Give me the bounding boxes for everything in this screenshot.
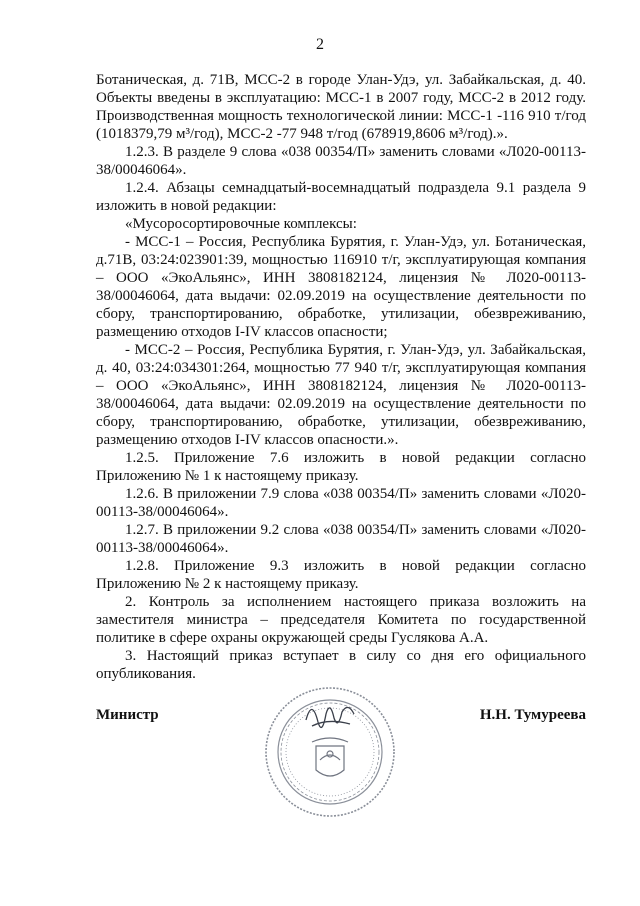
signatory-name: Н.Н. Тумуреева: [479, 707, 586, 723]
signatory-title: Министр: [96, 707, 159, 723]
page-number: 2: [316, 36, 324, 53]
paragraph-2-control: 2. Контроль за исполнением настоящего приказа возложить на заместителя министра – председателя Комитета по государственной политике в сфере охраны окружающей среды Гуслякова А.А.: [96, 594, 586, 646]
paragraph-1-2-7: 1.2.7. В приложении 9.2 слова «038 00354/П» заменить словами «Л020-00113-38/00046064».: [96, 522, 586, 556]
paragraph-mss-1: - МСС-1 – Россия, Республика Бурятия, г. Улан-Удэ, ул. Ботаническая, д.71В, 03:24:023901:39, мощностью 116910 т/г, эксплуатирующая компания – ООО «ЭкоАльянс», ИНН 3808182124, лицензия № Л020-00113-38/00046064, дата выдачи: 02.09.2019 на осуществление деятельности по сбору, транспортированию, обработке, утилизации, обезвреживанию, размещению отходов I-IV классов опасности;: [96, 234, 586, 340]
paragraph-continuation: Ботаническая, д. 71В, МСС-2 в городе Улан-Удэ, ул. Забайкальская, д. 40. Объекты введены в эксплуатацию: МСС-1 в 2007 году, МСС-2 в 2012 году. Производственная мощность технологической линии: МСС-1 -116 910 т/год (1018379,79 м³/год), МСС-2 -77 948 т/год (678919,8606 м³/год).».: [96, 72, 586, 142]
coat-of-arms-icon: [312, 738, 348, 776]
document-body: [96, 71, 586, 683]
paragraph-mss-2: - МСС-2 – Россия, Республика Бурятия, г. Улан-Удэ, ул. Забайкальская, д. 40, 03:24:034301:264, мощностью 77 940 т/г, эксплуатирующая компания – ООО «ЭкоАльянс», ИНН 3808182124, лицензия № Л020-00113-38/00046064, дата выдачи: 02.09.2019 на осуществление деятельности по сбору, транспортированию, обработке, утилизации, обезвреживанию, размещению отходов I-IV классов опасности.».: [96, 342, 586, 448]
official-seal-stamp: [262, 684, 398, 820]
paragraph-1-2-3: 1.2.3. В разделе 9 слова «038 00354/П» заменить словами «Л020-00113-38/00046064».: [96, 144, 586, 178]
paragraph-complexes-heading: «Мусоросортировочные комплексы:: [125, 216, 357, 232]
paragraph-3-effective: 3. Настоящий приказ вступает в силу со дня его официального опубликования.: [96, 648, 586, 682]
paragraph-1-2-4: 1.2.4. Абзацы семнадцатый-восемнадцатый подраздела 9.1 раздела 9 изложить в новой редакции:: [96, 180, 586, 214]
paragraph-1-2-6: 1.2.6. В приложении 7.9 слова «038 00354/П» заменить словами «Л020-00113-38/00046064».: [96, 486, 586, 520]
signature-block: [96, 707, 586, 727]
paragraph-1-2-8: 1.2.8. Приложение 9.3 изложить в новой редакции согласно Приложению № 2 к настоящему приказу.: [96, 558, 586, 592]
paragraph-1-2-5: 1.2.5. Приложение 7.6 изложить в новой редакции согласно Приложению № 1 к настоящему приказу.: [96, 450, 586, 484]
